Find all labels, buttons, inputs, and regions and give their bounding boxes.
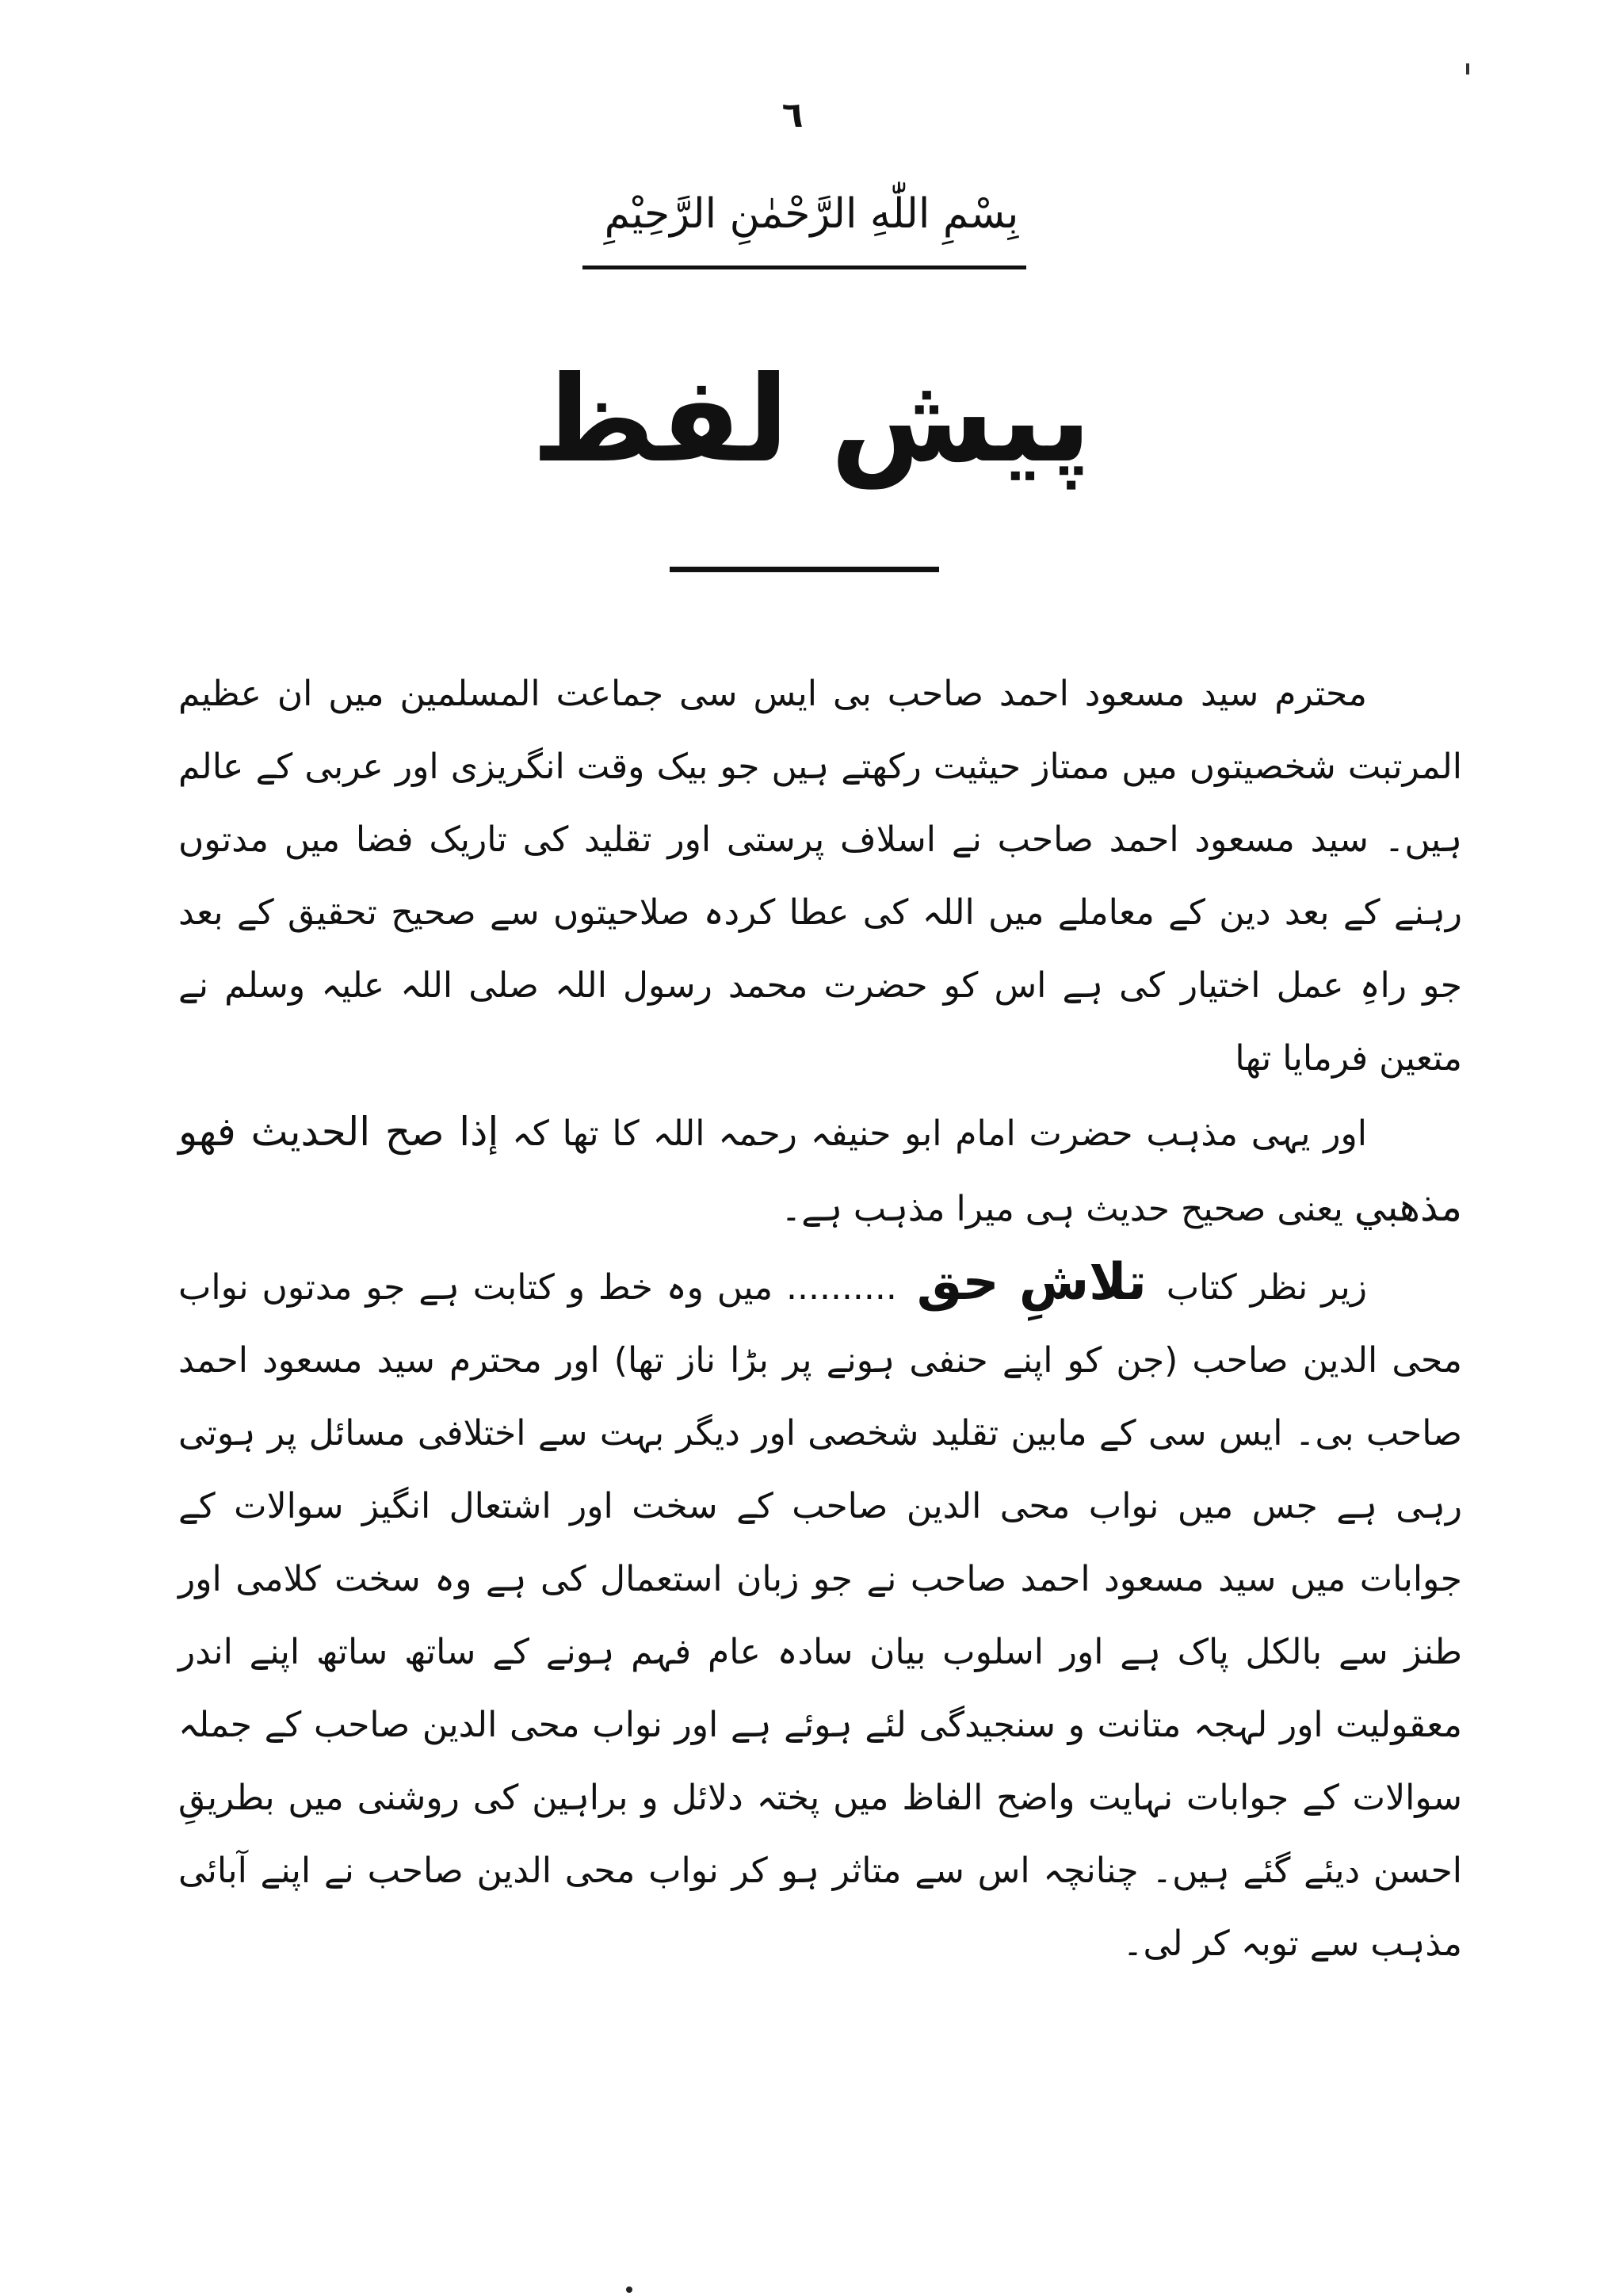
paragraph-2 xyxy=(178,1095,1462,1246)
paragraph-2-intro: اور یہی مذہب حضرت امام ابو حنیفہ رحمہ اللہ کا تھا کہ xyxy=(512,1114,1367,1154)
scan-mark xyxy=(1466,63,1469,74)
book-title: تلاشِ حق xyxy=(916,1253,1147,1312)
dots-separator: .......... xyxy=(786,1267,897,1308)
paragraph-2-translation: یعنی صحیح حدیث ہی میرا مذہب ہے۔ xyxy=(781,1189,1343,1229)
bismillah-heading: بِسْمِ اللّٰهِ الرَّحْمٰنِ الرَّحِيْمِ xyxy=(604,190,1019,238)
body-text xyxy=(178,658,1462,1981)
arabic-quote: إذا صح الحديث فهو مذهبي xyxy=(178,1109,1462,1230)
paragraph-3-body: میں وہ خط و کتابت ہے جو مدتوں نواب محی الدین صاحب (جن کو اپنے حنفی ہونے پر بڑا ناز تھا) اور محترم سید مسعود احمد صاحب بی۔ ایس سی کے مابین تقلید شخصی اور دیگر بہت سے اختلافی مسائل پر ہوتی رہی ہے جس میں نواب محی الدین صاحب کے سخت اور اشتعال انگیز سوالات کے جوابات میں سید مسعود احمد صاحب نے جو زبان استعمال کی ہے وہ سخت کلامی اور طنز سے بالکل پاک ہے اور اسلوب بیان سادہ عام فہم ہونے کے ساتھ ساتھ اپنے اندر معقولیت اور لہجہ متانت و سنجیدگی لئے ہوئے ہے اور نواب محی الدین صاحب کے جملہ سوالات کے جوابات نہایت واضح الفاظ میں پختہ دلائل و براہین کی روشنی میں بطریقِ احسن دیئے گئے ہیں۔ چنانچہ اس سے متاثر ہو کر نواب محی الدین صاحب نے اپنے آبائی مذہب سے توبہ کر لی۔ xyxy=(178,1267,1462,1964)
page-title: پیش لفظ xyxy=(531,351,1092,489)
scan-dot xyxy=(626,2286,632,2293)
page-number: ٦ xyxy=(781,95,804,136)
paragraph-1: محترم سید مسعود احمد صاحب بی ایس سی جماعت المسلمین میں ان عظیم المرتبت شخصیتوں میں ممتاز حیثیت رکھتے ہیں جو بیک وقت انگریزی اور عربی کے عالم ہیں۔ سید مسعود احمد صاحب نے اسلاف پرستی اور تقلید کی تاریک فضا میں مدتوں رہنے کے بعد دین کے معاملے میں اللہ کی عطا کردہ صلاحیتوں سے صحیح تحقیق کے بعد جو راہِ عمل اختیار کی ہے اس کو حضرت محمد رسول اللہ صلی اللہ علیہ وسلم نے متعین فرمایا تھا xyxy=(178,674,1462,1079)
bismillah-underline xyxy=(582,266,1026,269)
title-underline xyxy=(670,567,939,572)
paragraph-3 xyxy=(178,1246,1462,1981)
paragraph-3-prefix: زیر نظر کتاب xyxy=(1166,1267,1367,1308)
